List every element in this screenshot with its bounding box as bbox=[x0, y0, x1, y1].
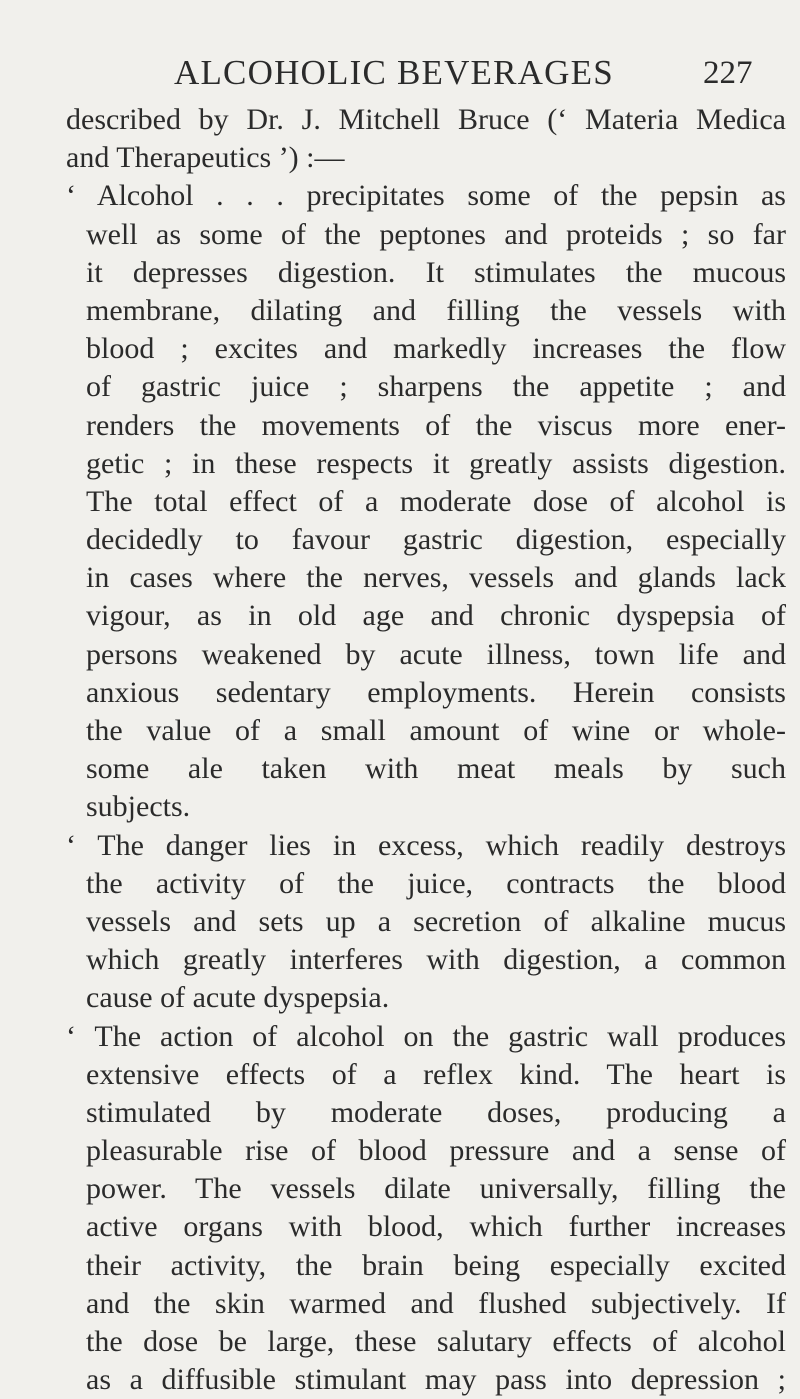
text-line: The total effect of a moderate dose of alcohol is bbox=[86, 484, 786, 518]
text-line: described by Dr. J. Mitchell Bruce (‘ Materia Medica bbox=[66, 103, 786, 136]
text-line: which greatly interferes with digestion, a common bbox=[86, 943, 786, 977]
text-line: in cases where the nerves, vessels and glands lack bbox=[86, 561, 786, 595]
text-line: vessels and sets up a secretion of alkaline mucus bbox=[86, 904, 786, 938]
text-line: extensive effects of a reflex kind. The heart is bbox=[86, 1057, 786, 1091]
text-line: the dose be large, these salutary effects of alcohol bbox=[86, 1325, 786, 1358]
text-line: some ale taken with meat meals by such bbox=[86, 752, 786, 786]
body-text bbox=[66, 101, 786, 1399]
text-line: well as some of the peptones and proteids ; so far bbox=[86, 217, 786, 251]
text-line: vigour, as in old age and chronic dyspepsia of bbox=[86, 599, 786, 633]
text-line: anxious sedentary employments. Herein consists bbox=[86, 675, 786, 709]
text-line: subjects. bbox=[86, 790, 191, 824]
text-line: it depresses digestion. It stimulates the mucous bbox=[86, 255, 786, 289]
text-line: stimulated by moderate doses, producing a bbox=[86, 1095, 786, 1129]
text-line: active organs with blood, which further increases bbox=[86, 1210, 786, 1244]
text-line: ‘ Alcohol . . . precipitates some of the pepsin as bbox=[66, 179, 786, 213]
text-line: cause of acute dyspepsia. bbox=[86, 981, 390, 1015]
text-line: blood ; excites and markedly increases the flow bbox=[86, 332, 786, 366]
text-line: pleasurable rise of blood pressure and a sense of bbox=[86, 1134, 786, 1168]
text-line: getic ; in these respects it greatly assists digestion. bbox=[86, 446, 786, 480]
text-line: membrane, dilating and filling the vessels with bbox=[86, 293, 786, 327]
text-line: renders the movements of the viscus more ener- bbox=[86, 408, 786, 442]
page-header bbox=[0, 48, 800, 98]
text-line: ‘ The action of alcohol on the gastric wall produces bbox=[66, 1019, 786, 1053]
text-line: persons weakened by acute illness, town life and bbox=[86, 637, 786, 671]
text-line: and the skin warmed and flushed subjectively. If bbox=[86, 1286, 786, 1320]
text-line: and Therapeutics ’) :— bbox=[66, 141, 345, 175]
text-line: decidedly to favour gastric digestion, especially bbox=[86, 523, 786, 557]
text-line: ‘ The danger lies in excess, which readily destroys bbox=[66, 828, 786, 862]
text-line: power. The vessels dilate universally, filling the bbox=[86, 1172, 786, 1206]
text-line: of gastric juice ; sharpens the appetite ; and bbox=[86, 370, 786, 404]
text-line: as a diffusible stimulant may pass into depression ; bbox=[86, 1363, 786, 1397]
page-number: 227 bbox=[703, 55, 753, 91]
running-head: ALCOHOLIC BEVERAGES bbox=[174, 53, 614, 92]
text-line: the activity of the juice, contracts the blood bbox=[86, 866, 786, 900]
text-line: the value of a small amount of wine or whole- bbox=[86, 714, 786, 747]
text-line: their activity, the brain being especially excited bbox=[86, 1248, 786, 1282]
